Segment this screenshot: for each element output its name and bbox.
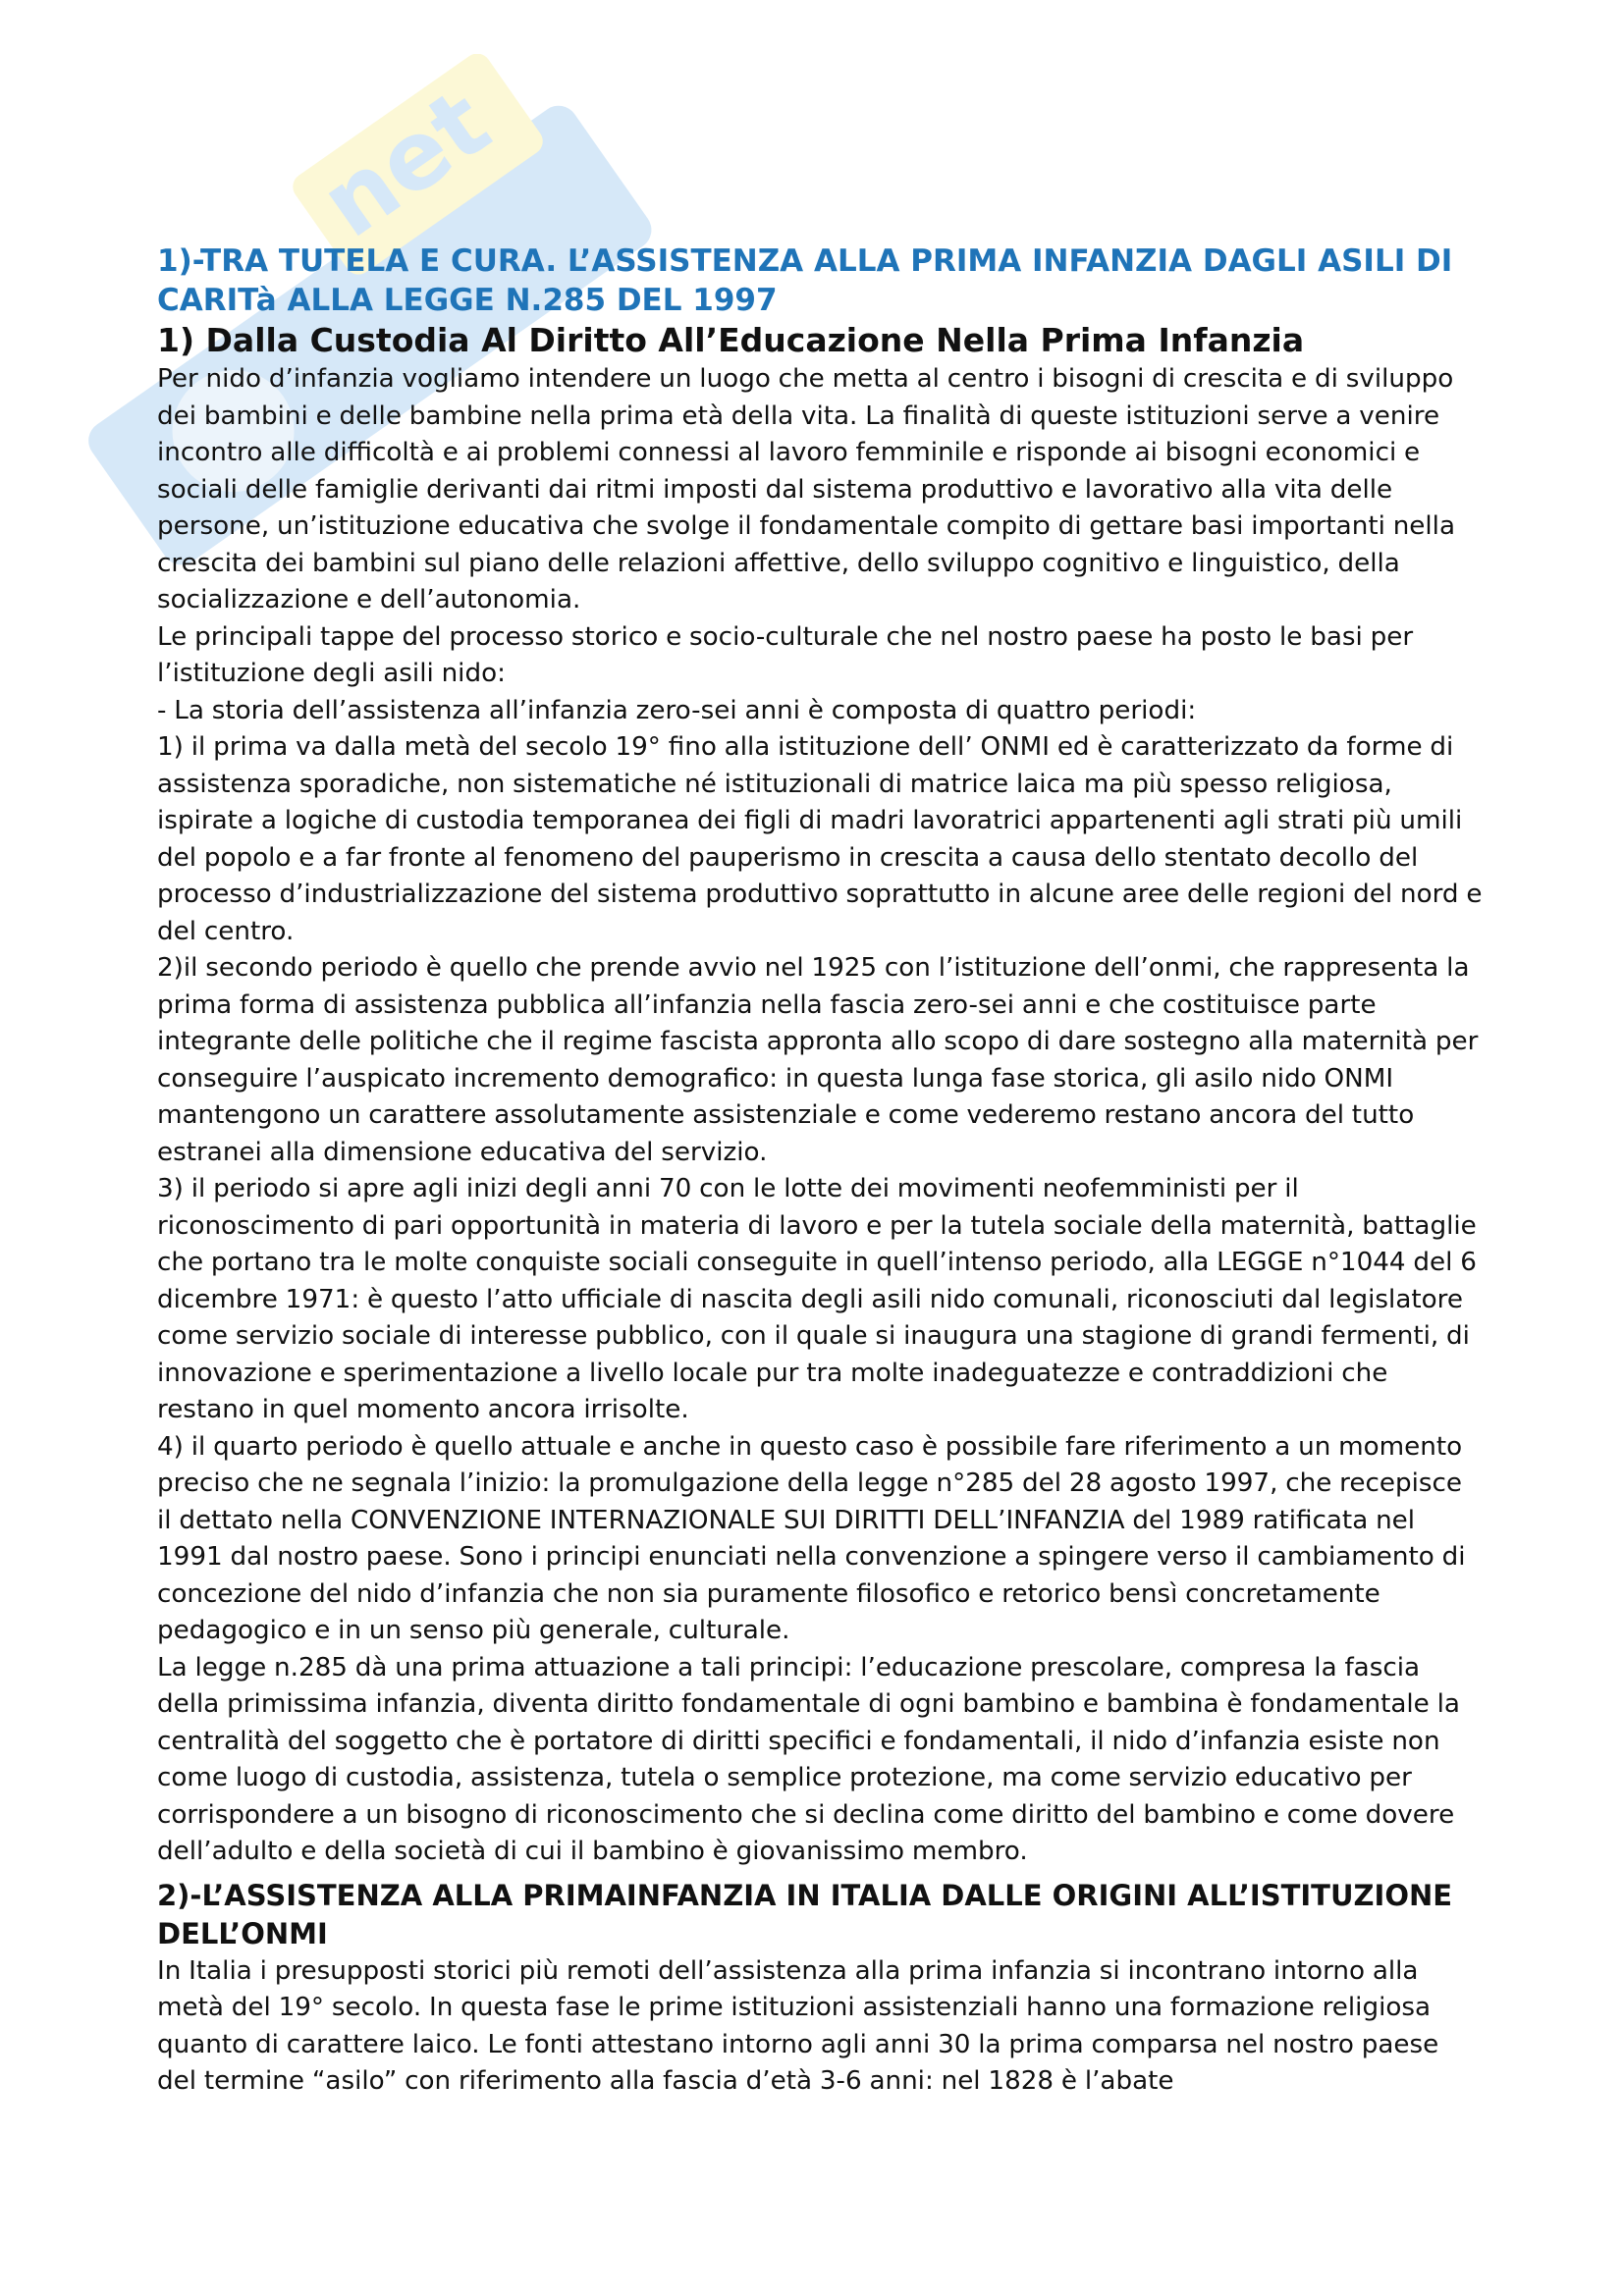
paragraph: 4) il quarto periodo è quello attuale e anche in questo caso è possibile fare riferimento a un momento preciso che ne segnala l’inizio: la promulgazione della legge n°285 del 28 agosto 1997, che recepisce il dettato nella CONVENZIONE INTERNAZIONALE SUI DIRITTI DELL’INFANZIA del 1989 ratificata nel 1991 dal nostro paese. Sono i principi enunciati nella convenzione a spingere verso il cambiamento di concezione del nido d’infanzia che non sia puramente filosofico e retorico bensì concretamente pedagogico e in un senso più generale, culturale.	[157, 1431, 1466, 1645]
paragraph: La legge n.285 dà una prima attuazione a tali principi: l’educazione prescolare, compresa la fascia della primissima infanzia, diventa diritto fondamentale di ogni bambino e bambina è fondamentale la centralità del soggetto che è portatore di diritti specifici e fondamentali, il nido d’infanzia esiste non come luogo di custodia, assistenza, tutela o semplice protezione, ma come servizio educativo per corrispondere a un bisogno di riconoscimento che si declina come diritto del bambino e come dovere dell’adulto e della società di cui il bambino è giovanissimo membro.	[157, 1652, 1460, 1866]
paragraph: Le principali tappe del processo storico e socio-culturale che nel nostro paese ha posto le basi per l’istituzione degli asili nido:	[157, 621, 1414, 688]
section-1-body	[157, 361, 1483, 1871]
watermark-text: net	[301, 67, 510, 259]
section-2-heading: 2)-L’ASSISTENZA ALLA PRIMAINFANZIA IN ITALIA DALLE ORIGINI ALL’ISTITUZIONE DELL’ONMI	[157, 1878, 1453, 1950]
main-heading: 1)-TRA TUTELA E CURA. L’ASSISTENZA ALLA PRIMA INFANZIA DAGLI ASILI DI CARITà ALLA LEGGE N.285 DEL 1997	[157, 243, 1453, 318]
paragraph: 2)il secondo periodo è quello che prende avvio nel 1925 con l’istituzione dell’onmi, che rappresenta la prima forma di assistenza pubblica all’infanzia nella fascia zero-sei anni e che costituisce parte integrante delle politiche che il regime fascista appronta allo scopo di dare sostegno alla maternità per conseguire l’auspicato incremento demografico: in questa lunga fase storica, gli asilo nido ONMI mantengono un carattere assolutamente assistenziale e come vederemo restano ancora del tutto estranei alla dimensione educativa del servizio.	[157, 953, 1479, 1167]
paragraph: Per nido d’infanzia vogliamo intendere un luogo che metta al centro i bisogni di crescita e di sviluppo dei bambini e delle bambine nella prima età della vita. La finalità di queste istituzioni serve a venire incontro alle difficoltà e ai problemi connessi al lavoro femminile e risponde ai bisogni economici e sociali delle famiglie derivanti dai ritmi imposti dal sistema produttivo e lavorativo alla vita delle persone, un’istituzione educativa che svolge il fondamentale compito di gettare basi importanti nella crescita dei bambini sul piano delle relazioni affettive, dello sviluppo cognitivo e linguistico, della socializzazione e dell’autonomia.	[157, 364, 1456, 614]
paragraph: - La storia dell’assistenza all’infanzia zero-sei anni è composta di quattro periodi:	[157, 695, 1197, 725]
document-page	[157, 241, 1483, 2101]
paragraph: In Italia i presupposti storici più remoti dell’assistenza alla prima infanzia si incontrano intorno alla metà del 19° secolo. In questa fase le prime istituzioni assistenziali hanno una formazione religiosa quanto di carattere laico. Le fonti attestano intorno agli anni 30 la prima comparsa nel nostro paese del termine “asilo” con riferimento alla fascia d’età 3-6 anni: nel 1828 è l’abate	[157, 1955, 1439, 2096]
paragraph: 1) il prima va dalla metà del secolo 19° fino alla istituzione dell’ ONMI ed è caratterizzato da forme di assistenza sporadiche, non sistematiche né istituzionali di matrice laica ma più spesso religiosa, ispirate a logiche di custodia temporanea dei figli di madri lavoratrici appartenenti agli strati più umili del popolo e a far fronte al fenomeno del pauperismo in crescita a causa dello stentato decollo del processo d’industrializzazione del sistema produttivo soprattutto in alcune aree delle regioni del nord e del centro.	[157, 732, 1483, 946]
paragraph: 3) il periodo si apre agli inizi degli anni 70 con le lotte dei movimenti neofemministi per il riconoscimento di pari opportunità in materia di lavoro e per la tutela sociale della maternità, battaglie che portano tra le molte conquiste sociali conseguite in quell’intenso periodo, alla LEGGE n°1044 del 6 dicembre 1971: è questo l’atto ufficiale di nascita degli asili nido comunali, riconosciuti dal legislatore come servizio sociale di interesse pubblico, con il quale si inaugura una stagione di grandi fermenti, di innovazione e sperimentazione a livello locale pur tra molte inadeguatezze e contraddizioni che restano in quel momento ancora irrisolte.	[157, 1174, 1477, 1424]
section-2-body	[157, 1953, 1483, 2101]
section-1-heading: 1) Dalla Custodia Al Diritto All’Educazione Nella Prima Infanzia	[157, 321, 1305, 359]
